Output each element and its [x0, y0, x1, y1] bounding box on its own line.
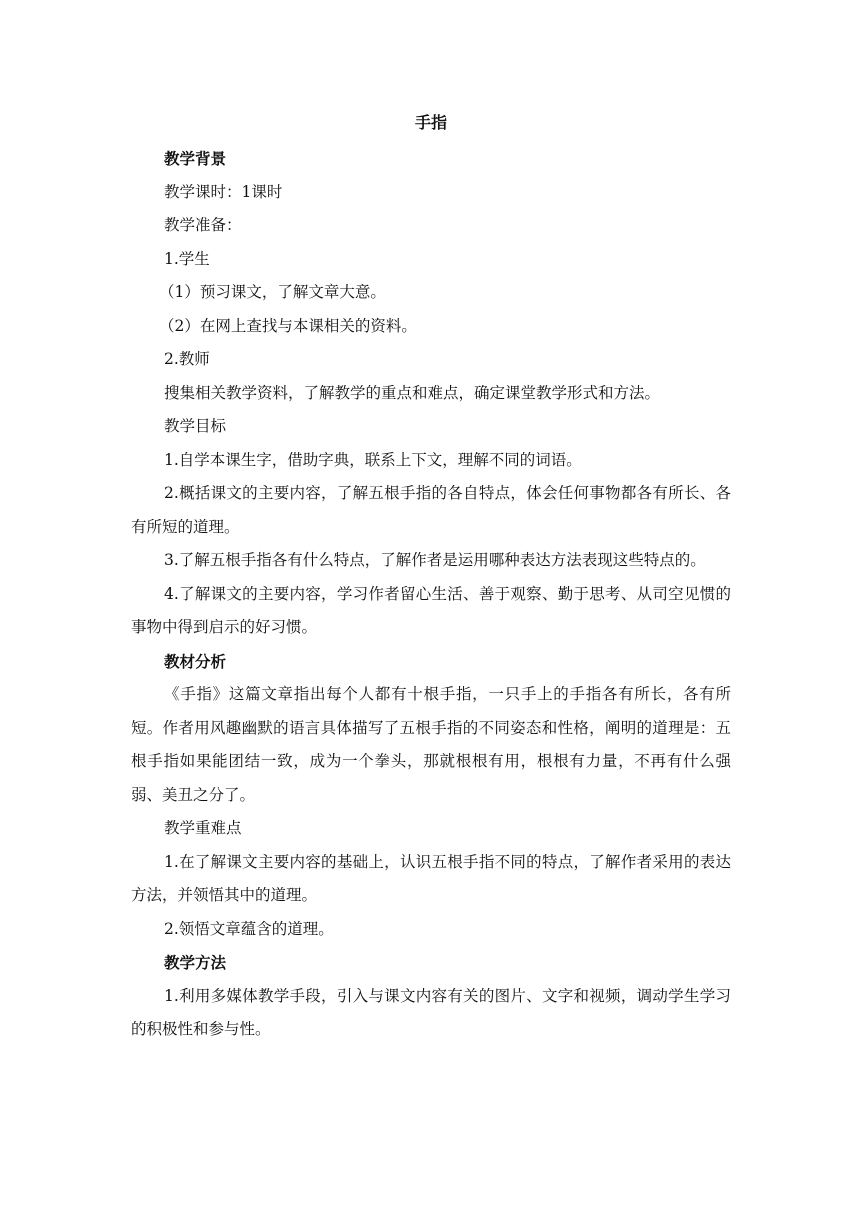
paragraph-method-1: 1.利用多媒体教学手段，引入与课文内容有关的图片、文字和视频，调动学生学习的积极性和参与性。 [131, 986, 731, 1038]
paragraph-key-point-2: 2.领悟文章蕴含的道理。 [164, 919, 334, 938]
heading-teaching-methods: 教学方法 [164, 953, 227, 972]
paragraph-goal-1: 1.自学本课生字，借助字典，联系上下文，理解不同的词语。 [164, 450, 582, 469]
paragraph-key-point-1: 1.在了解课文主要内容的基础上，认识五根手指不同的特点，了解作者采用的表达方法，并领悟其中的道理。 [131, 852, 731, 904]
heading-key-difficult-points: 教学重难点 [164, 819, 242, 837]
paragraph-goal-4: 4.了解课文的主要内容，学习作者留心生活、善于观察、勤于思考、从司空见惯的事物中得到启示的好习惯。 [131, 584, 731, 636]
document-body [131, 108, 731, 1047]
paragraph-students: 1.学生 [164, 249, 210, 268]
document-title: 手指 [414, 113, 447, 132]
paragraph-material-analysis: 《手指》这篇文章指出每个人都有十根手指，一只手上的手指各有所长，各有所短。作者用风趣幽默的语言具体描写了五根手指的不同姿态和性格，阐明的道理是：五根手指如果能团结一致，成为一个拳头，那就根根有用，根根有力量，不再有什么强弱、美丑之分了。 [131, 685, 731, 804]
paragraph-preparation: 教学准备： [164, 216, 242, 234]
paragraph-goal-2: 2.概括课文的主要内容，了解五根手指的各自特点，体会任何事物都各有所长、各有所短的道理。 [131, 484, 731, 536]
heading-material-analysis: 教材分析 [164, 651, 227, 671]
paragraph-teacher: 2.教师 [164, 350, 210, 368]
paragraph-teacher-detail: 搜集相关教学资料，了解教学的重点和难点，确定课堂教学形式和方法。 [164, 383, 661, 402]
paragraph-goal-3: 3.了解五根手指各有什么特点，了解作者是运用哪种表达方法表现这些特点的。 [164, 551, 706, 569]
paragraph-student-item-2: （2）在网上查找与本课相关的资料。 [159, 316, 417, 335]
heading-teaching-goals: 教学目标 [164, 417, 227, 435]
paragraph-student-item-1: （1）预习课文，了解文章大意。 [159, 283, 386, 301]
heading-teaching-background: 教学背景 [164, 149, 227, 168]
paragraph-class-hours: 教学课时：1课时 [164, 182, 283, 201]
